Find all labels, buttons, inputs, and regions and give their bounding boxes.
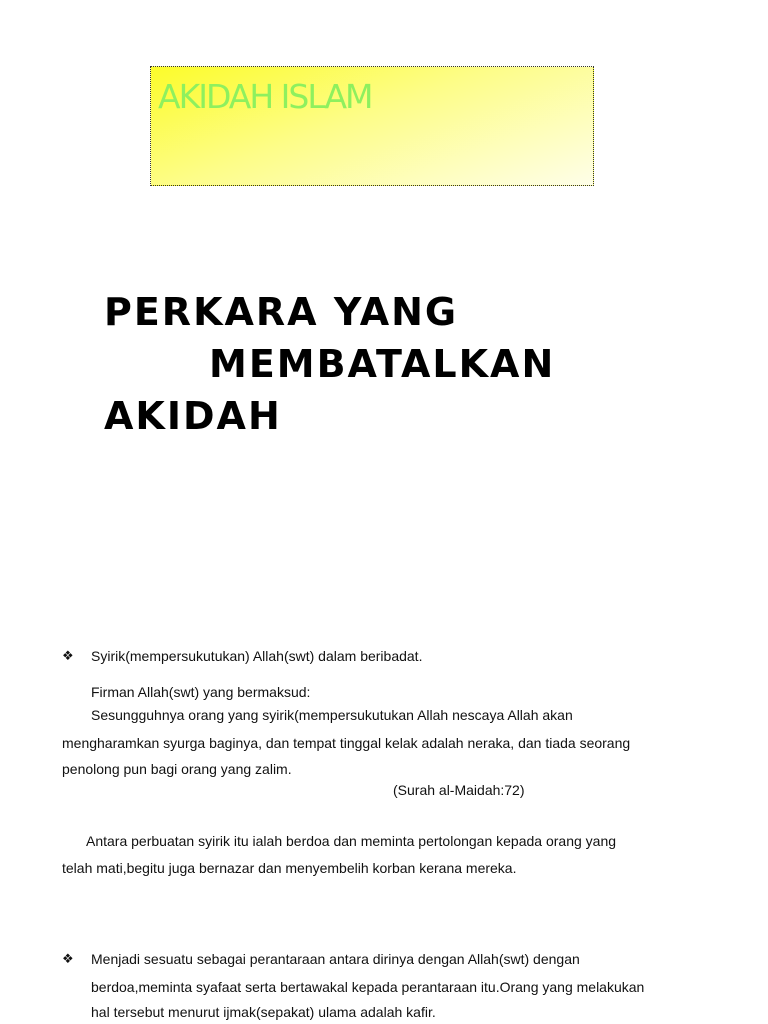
point-2-line-3: hal tersebut menurut ijmak(sepakat) ulama adalah kafir. bbox=[91, 1004, 436, 1020]
title-banner bbox=[150, 66, 594, 186]
quote-reference: (Surah al-Maidah:72) bbox=[393, 782, 525, 798]
quote-intro: Firman Allah(swt) yang bermaksud: bbox=[91, 684, 311, 700]
quote-line-2: mengharamkan syurga baginya, dan tempat tinggal kelak adalah neraka, dan tiada seorang bbox=[62, 735, 631, 751]
banner-title: AKIDAH ISLAM bbox=[158, 77, 372, 116]
bullet-icon: ❖ bbox=[62, 648, 74, 663]
heading-line-2: MEMBATALKAN bbox=[209, 342, 556, 386]
page-heading bbox=[104, 286, 555, 442]
quote-line-1: Sesungguhnya orang yang syirik(mempersukutukan Allah nescaya Allah akan bbox=[91, 707, 573, 723]
point-1-text: Syirik(mempersukutukan) Allah(swt) dalam beribadat. bbox=[91, 648, 423, 664]
bullet-icon: ❖ bbox=[62, 951, 74, 966]
explanation-line-1: Antara perbuatan syirik itu ialah berdoa dan meminta pertolongan kepada orang yang bbox=[86, 833, 617, 849]
quote-line-3: penolong pun bagi orang yang zalim. bbox=[62, 761, 292, 777]
point-2-line-1: Menjadi sesuatu sebagai perantaraan antara dirinya dengan Allah(swt) dengan bbox=[91, 951, 580, 967]
point-2-line-2: berdoa,meminta syafaat serta bertawakal kepada perantaraan itu.Orang yang melakukan bbox=[91, 979, 645, 995]
explanation-line-2: telah mati,begitu juga bernazar dan menyembelih korban kerana mereka. bbox=[62, 860, 517, 876]
heading-line-1: PERKARA YANG bbox=[104, 290, 459, 334]
heading-line-3: AKIDAH bbox=[104, 394, 282, 438]
